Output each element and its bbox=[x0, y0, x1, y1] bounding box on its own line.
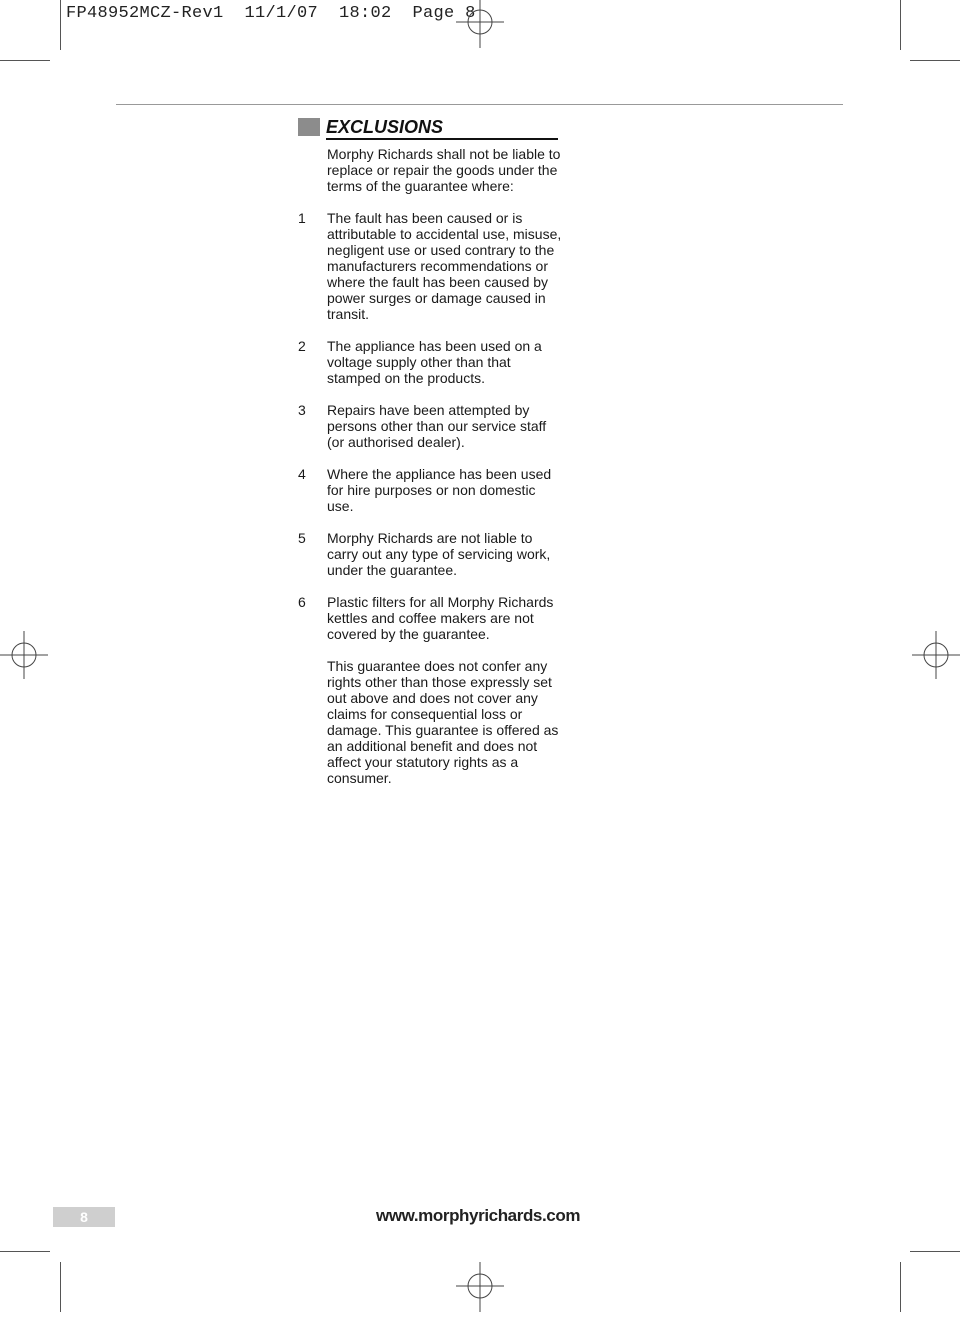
list-item-text: Plastic filters for all Morphy Richards kettles and coffee makers are not covered by the guarantee. bbox=[327, 594, 554, 642]
registration-mark-top bbox=[452, 0, 508, 56]
list-item-text: Repairs have been attempted by persons other than our service staff (or authorised dealer). bbox=[327, 402, 547, 450]
list-item-number: 1 bbox=[298, 210, 306, 226]
list-item bbox=[298, 338, 568, 386]
list-item-number: 5 bbox=[298, 530, 306, 546]
registration-mark-left bbox=[0, 627, 56, 683]
header-rule bbox=[116, 104, 843, 105]
crop-mark-bottom-right bbox=[900, 1262, 901, 1312]
crop-mark-bottom-left bbox=[60, 1262, 61, 1312]
list-item-number: 2 bbox=[298, 338, 306, 354]
crop-mark-top-left bbox=[60, 0, 61, 50]
crop-mark-top-right bbox=[900, 0, 901, 50]
registration-mark-bottom bbox=[452, 1262, 508, 1318]
crop-mark-bottom-left-h bbox=[0, 1251, 50, 1252]
intro-paragraph: Morphy Richards shall not be liable to replace or repair the goods under the terms of the guarantee where: bbox=[327, 146, 561, 194]
closing-paragraph: This guarantee does not confer any rights other than those expressly set out above and does not cover any claims for consequential loss or damage. This guarantee is offered as an additional benefit and does not affect your statutory rights as a consumer. bbox=[327, 658, 559, 786]
page-number: 8 bbox=[80, 1209, 88, 1225]
list-item-number: 6 bbox=[298, 594, 306, 610]
list-item-text: The appliance has been used on a voltage supply other than that stamped on the products. bbox=[327, 338, 542, 386]
crop-mark-top-left-h bbox=[0, 60, 50, 61]
crop-mark-bottom-right-h bbox=[910, 1251, 960, 1252]
list-item-text: Where the appliance has been used for hire purposes or non domestic use. bbox=[327, 466, 552, 514]
list-item-text: Morphy Richards are not liable to carry out any type of servicing work, under the guarantee. bbox=[327, 530, 551, 578]
list-item bbox=[298, 530, 568, 578]
heading-marker-box bbox=[298, 118, 320, 136]
website-url: www.morphyrichards.com bbox=[376, 1206, 581, 1225]
list-item bbox=[298, 466, 568, 514]
list-item bbox=[298, 402, 568, 450]
list-item-text: The fault has been caused or is attributable to accidental use, misuse, negligent use or used contrary to the manufacturers recommendations or where the fault has been caused by power surges or damage caused in transit. bbox=[327, 210, 562, 322]
printer-slug: FP48952MCZ-Rev1 11/1/07 18:02 Page 8 bbox=[66, 4, 476, 23]
crop-mark-top-right-h bbox=[910, 60, 960, 61]
list-item bbox=[298, 594, 568, 642]
list-item-number: 3 bbox=[298, 402, 306, 418]
registration-mark-right bbox=[904, 627, 960, 683]
list-item bbox=[298, 210, 568, 322]
list-item-number: 4 bbox=[298, 466, 306, 482]
section-title: EXCLUSIONS bbox=[326, 116, 558, 140]
